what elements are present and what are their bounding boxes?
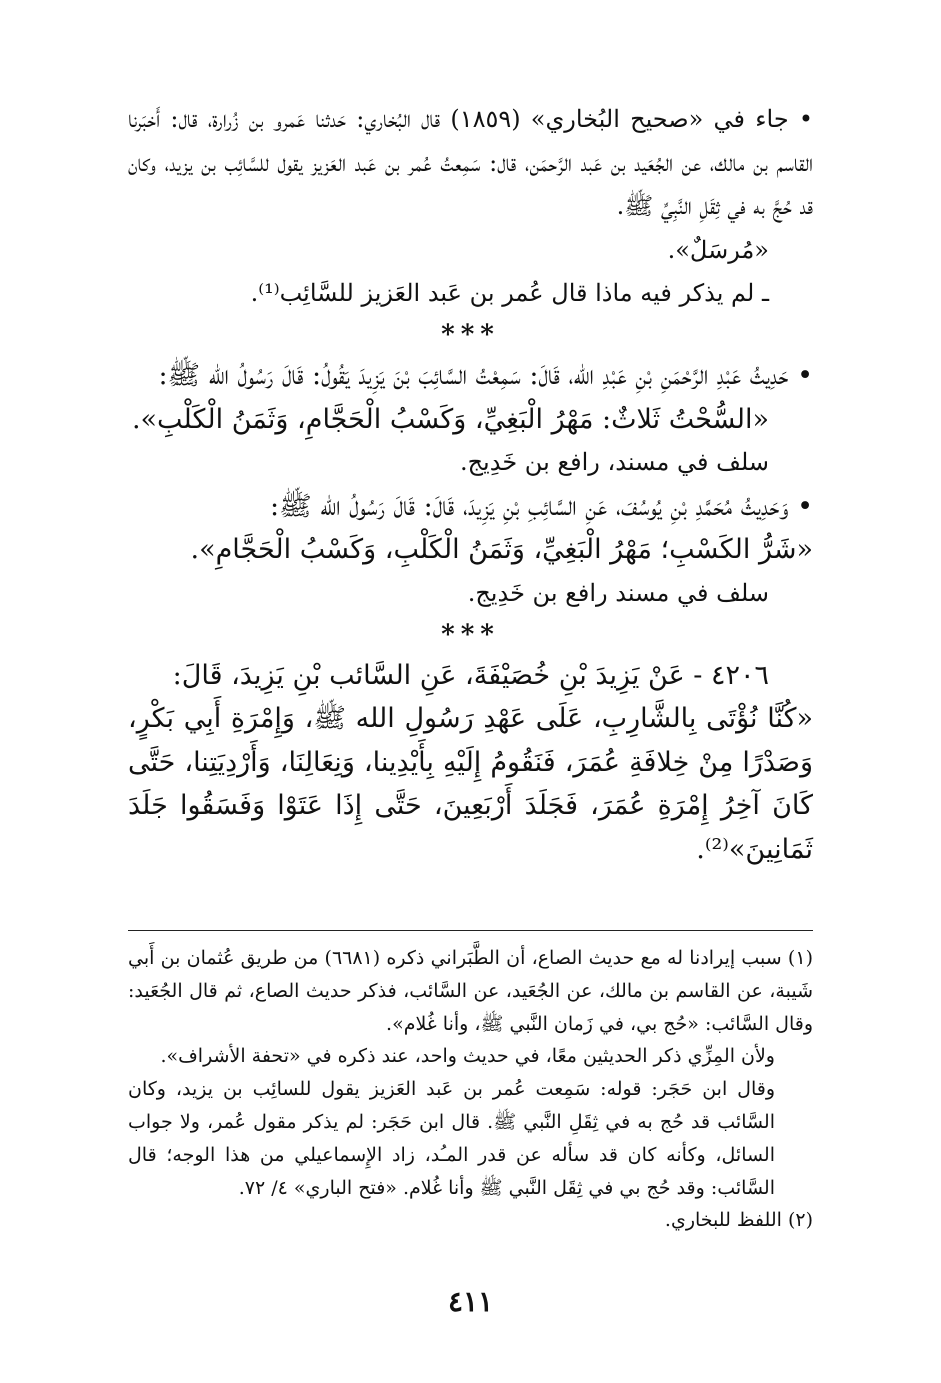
hadith-abdulrahman: • حَدِيثُ عَبْدِ الرَّحْمَنِ بْنِ عَبْدِ الله، قَالَ: سَمِعْتُ السَّائِبَ بْنَ يَزِيدَ يَقُولُ: قَالَ رَسُولُ الله ﷺ: bbox=[158, 359, 813, 391]
hadith-muhammad-yusuf: • وَحَدِيثُ مُحَمَّدِ بْنِ يُوسُفَ، عَنِ السَّائِبِ بْنِ يَزِيدَ، قَالَ: قَالَ رَسُولُ الله ﷺ: bbox=[270, 490, 813, 522]
reference-rafi-2: سلف في مسند رافع بن خَدِيج. bbox=[467, 578, 769, 607]
main-text bbox=[128, 98, 813, 872]
verdict-mursal: «مُرسَلٌ». bbox=[667, 235, 769, 264]
section-separator: *** bbox=[441, 619, 500, 650]
note-not-mentioned: ـ لم يذكر فيه ماذا قال عُمر بن عَبد العَزيز للسَّائِب⁽¹⁾. bbox=[250, 279, 769, 308]
footnote-1-ibn-hajar: وقال ابن حَجَر: قوله: سَمِعت عُمر بن عَبد العَزيز يقول للسائِب بن يزيد، وكان السَّائب قد حُج به في ثِقَلِ النَّبي ﷺ. قال ابن حَجَر: لم يذكر مقول عُمر، ولا جواب السائل، وكأنه كان قد سأله عن قدر المـُد، زاد الإِسماعيلي من هذا الوجه؛ قال السَّائب: وقد حُج بي في ثِقَل النَّبي ﷺ وأنا غُلام. «فتح الباري» ٤/ ٧٢. bbox=[128, 1078, 775, 1199]
footnote-1: (١) سبب إيرادنا له مع حديث الصاع، أن الطَّبَراني ذكره (٦٦٨١) من طريق عُثمان بن أَبي شَيبة، عن القاسم بن مالك، عن الجُعَيد، عن السَّائب، فذكر حديث الصاع، ثم قال الجُعَيد: وقال السَّائب: «حُج بي، في زَمان النَّبي ﷺ، وأنا غُلام». bbox=[128, 947, 813, 1035]
section-separator: *** bbox=[441, 319, 500, 350]
page-number: ٤١١ bbox=[447, 1285, 494, 1318]
hadith-4206-heading: ٤٢٠٦ - عَنْ يَزِيدَ بْنِ خُصَيْفَةَ، عَنِ السَّائب بْنِ يَزِيدَ، قَالَ: bbox=[172, 659, 769, 691]
hadith-4206-text: «كُنَّا نُؤْتَى بِالشَّارِبِ، عَلَى عَهْدِ رَسُولِ الله ﷺ، وَإِمْرَةِ أَبِي بَكْرٍ، وَصَدْرًا مِنْ خِلافَةِ عُمَرَ، فَنَقُومُ إِلَيْهِ بِأَيْدِينا، وَنِعَالِنَا، وَأَرْدِيَتِنا، حَتَّى كَانَ آخِرُ إِمْرَةِ عُمَرَ، فَجَلَدَ أَرْبَعِينَ، حَتَّى إِذَا عَتَوْا وَفَسَقُوا جَلَدَ ثَمَانِينَ»⁽²⁾. bbox=[128, 703, 813, 865]
footnote-1-mizzi: ولأن المِزِّي ذكر الحديثين معًا، في حديث واحد، عند ذكره في «تحفة الأشراف». bbox=[160, 1045, 775, 1068]
footnotes bbox=[128, 942, 813, 1237]
paragraph-bukhari-narration: • جاء في «صحيح البُخاري» (١٨٥٩) قال البُخاري: حَدثنا عَمرو بن زُرارة، قال: أَخبَرنا القاسم بن مالك، عن الجُعَيد بن عَبد الرَّحمَن، قال: سَمِعتُ عُمر بن عَبد العَزيز يقول للسَّائِب بن يزيد، وكان قد حُجَّ به في ثِقَلِ النَّبِيِّ ﷺ. bbox=[128, 105, 813, 221]
reference-rafi: سلف في مسند، رافع بن خَدِيج. bbox=[459, 448, 769, 477]
footnote-divider bbox=[128, 930, 813, 931]
footnote-2: (٢) اللفظ للبخاري. bbox=[664, 1209, 813, 1232]
hadith-text-suht: «السُّحْتُ ثَلاثٌ: مَهْرُ الْبَغِيِّ، وَكَسْبُ الْحَجَّامِ، وَثَمَنُ الْكَلْبِ». bbox=[131, 403, 769, 435]
hadith-text-sharr: «شَرُّ الكَسْبِ؛ مَهْرُ الْبَغِيِّ، وَثَمَنُ الْكَلْبِ، وَكَسْبُ الْحَجَّامِ». bbox=[190, 534, 813, 566]
